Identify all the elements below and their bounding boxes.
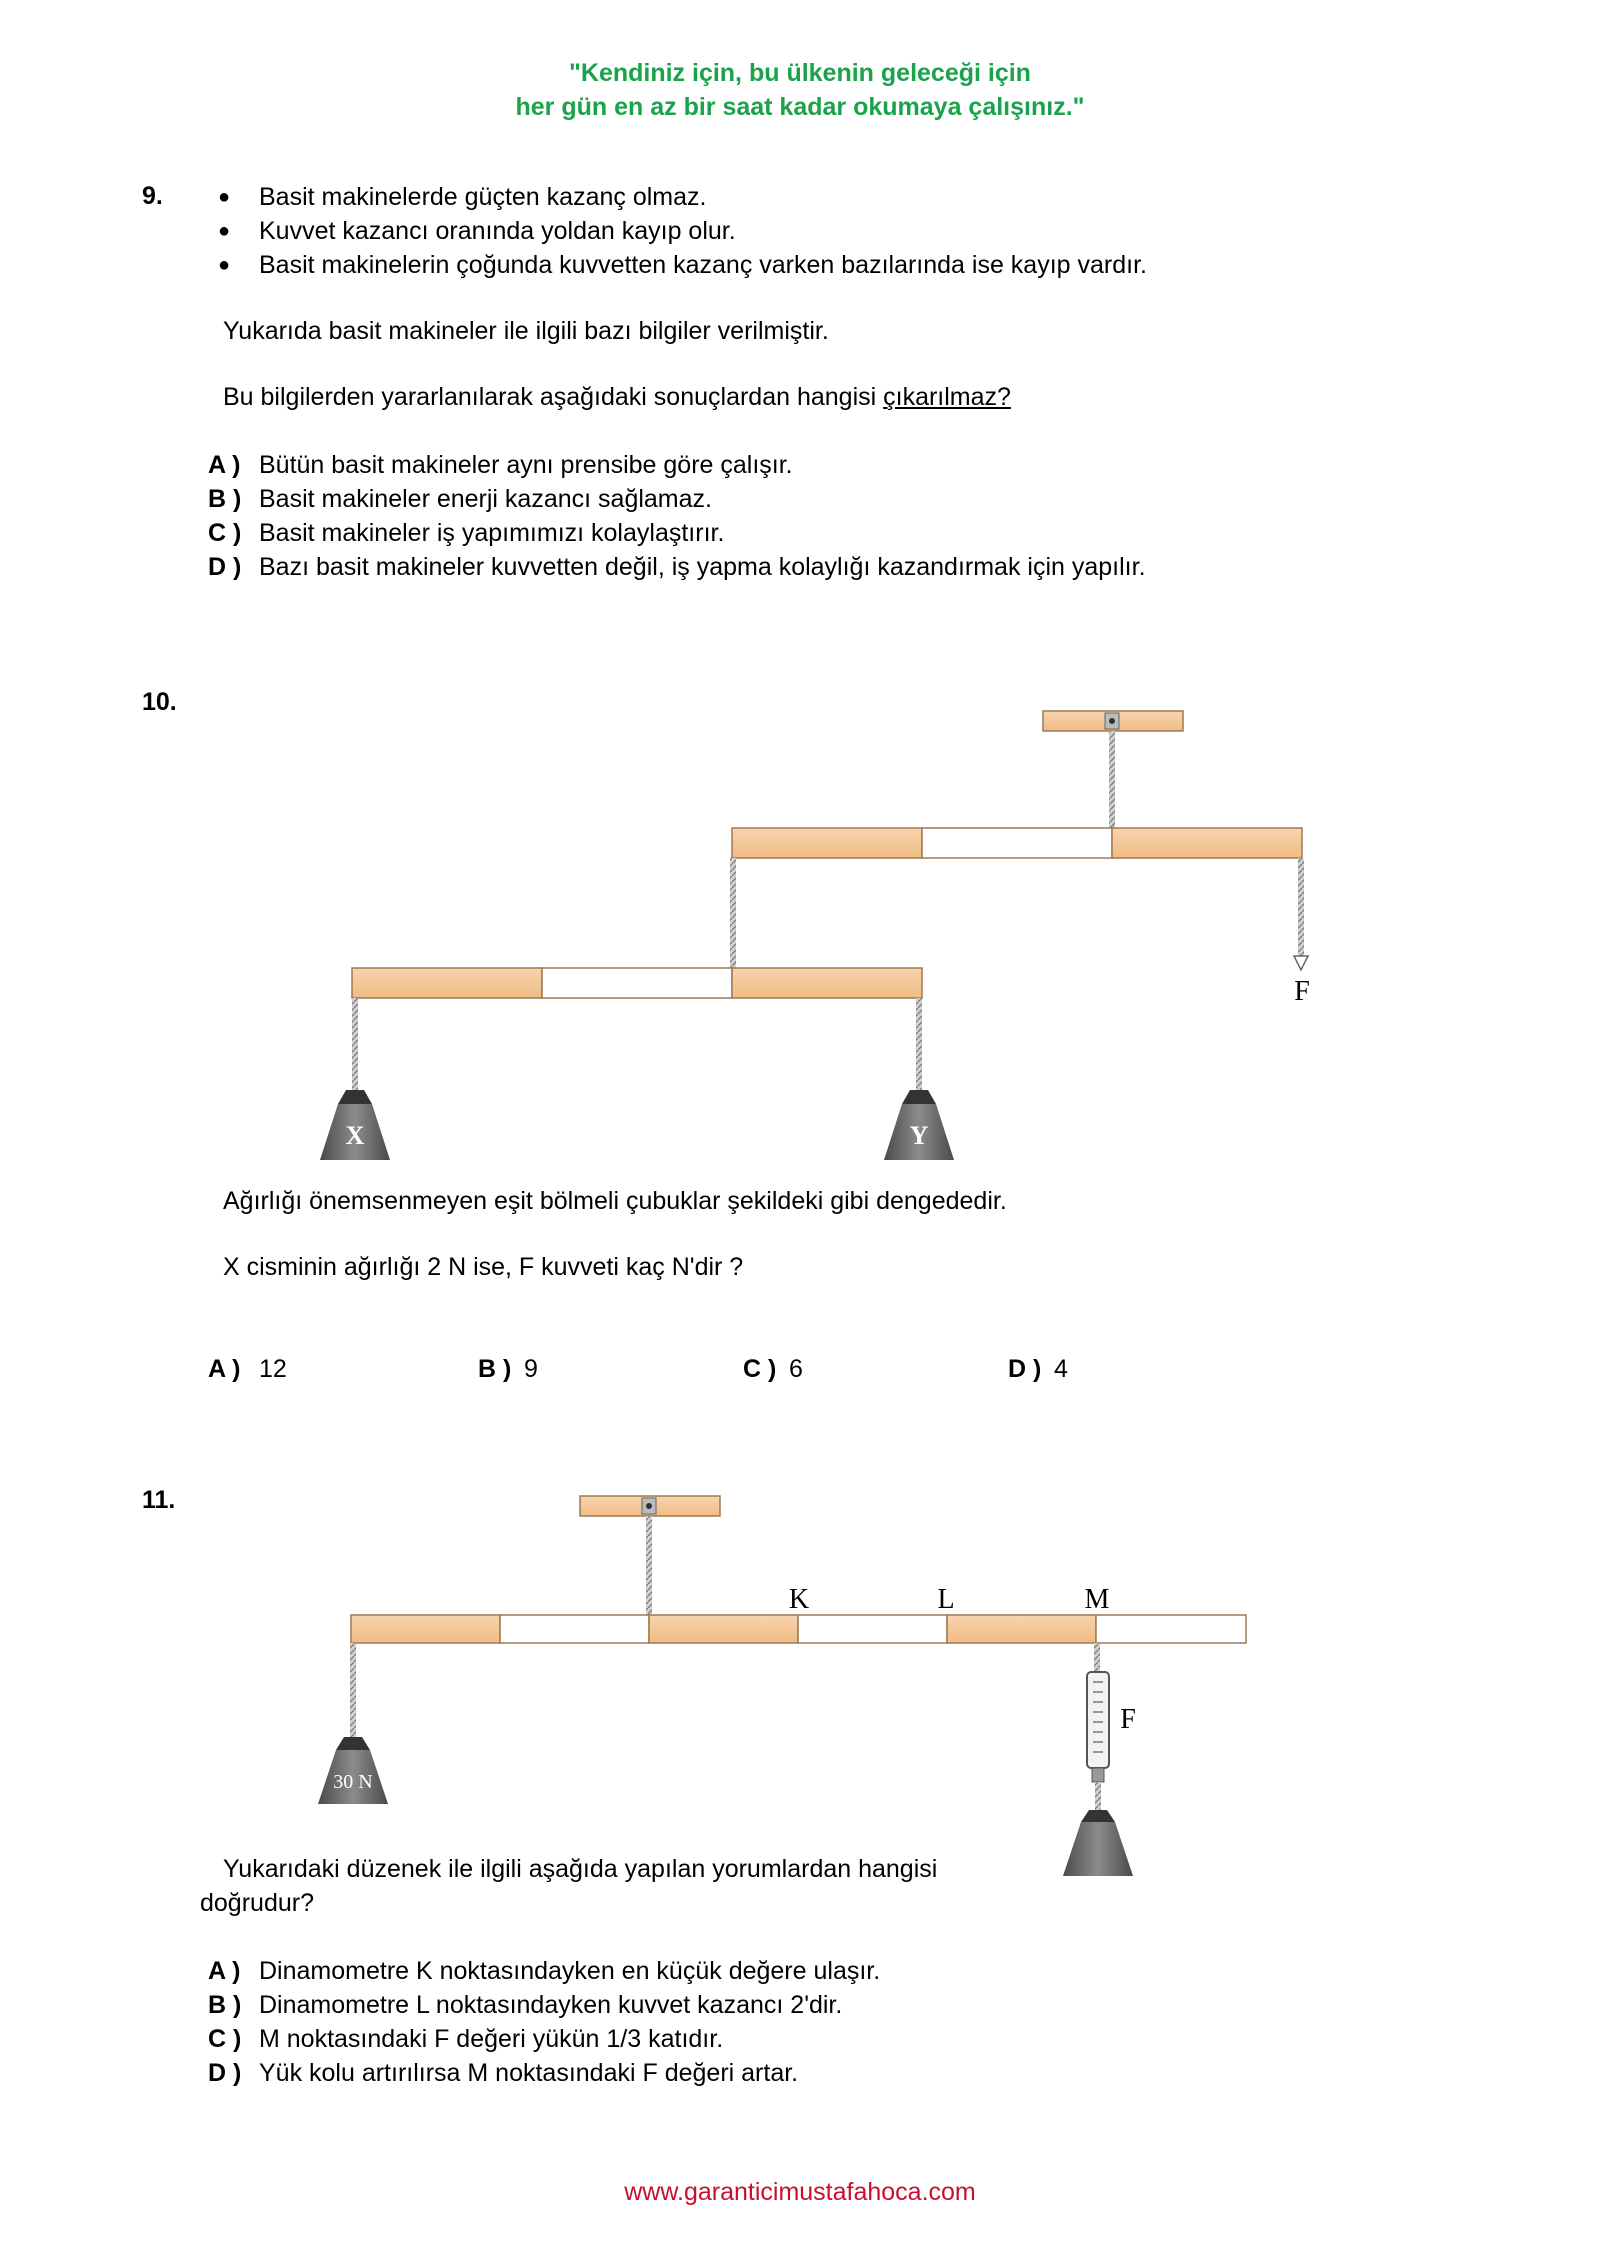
rope [1094,1643,1100,1673]
q11-option-a-text[interactable]: Dinamometre K noktasındayken en küçük değere ulaşır. [259,1957,881,1985]
q9-question-emphasis: çıkarılmaz? [883,383,1011,411]
point-m-label: M [1084,1584,1110,1615]
q11-option-b-letter: B ) [208,1991,242,2019]
q10-option-b-letter: B ) [478,1355,512,1383]
q9-bullet-1: Basit makinelerde güçten kazanç olmaz. [259,183,707,211]
q11-question-line-1: Yukarıdaki düzenek ile ilgili aşağıda yapılan yorumlardan hangisi [223,1855,938,1883]
q11-option-c-letter: C ) [208,2025,242,2053]
q10-option-b-text[interactable]: 9 [524,1355,538,1383]
q9-bullet-2: Kuvvet kazancı oranında yoldan kayıp olur. [259,217,736,245]
q10-option-c-text[interactable]: 6 [789,1355,803,1383]
rope [1095,1782,1101,1812]
q9-intro: Yukarıda basit makineler ile ilgili bazı bilgiler verilmiştir. [223,317,829,345]
point-k-label: K [788,1584,810,1615]
ceiling-hanger [580,1496,720,1516]
question-9-number: 9. [142,182,163,210]
weight-y-label: Y [909,1121,929,1150]
q10-figure [320,711,1310,1160]
rope [730,858,736,968]
q11-figure [318,1496,1246,1876]
q9-option-a-letter: A ) [208,451,241,479]
q9-option-d-text[interactable]: Bazı basit makineler kuvvetten değil, iş yapma kolaylığı kazandırmak için yapılır. [259,553,1146,581]
rope [1109,731,1115,829]
footer-website-link[interactable]: www.garanticimustafahoca.com [624,2178,976,2206]
bullet-icon: ● [218,254,231,276]
q10-option-d-letter: D ) [1008,1355,1042,1383]
q10-option-c-letter: C ) [743,1355,777,1383]
q9-option-c-letter: C ) [208,519,242,547]
q9-option-c-text[interactable]: Basit makineler iş yapımımızı kolaylaştırır. [259,519,725,547]
q9-option-a-text[interactable]: Bütün basit makineler aynı prensibe göre çalışır. [259,451,793,479]
rope [350,1643,356,1739]
q10-option-d-text[interactable]: 4 [1054,1355,1068,1383]
q10-option-a-text[interactable]: 12 [259,1355,287,1383]
force-arrow [1294,858,1308,970]
q9-option-b-letter: B ) [208,485,242,513]
q11-option-d-text[interactable]: Yük kolu artırılırsa M noktasındaki F değeri artar. [259,2059,799,2087]
q9-option-b-text[interactable]: Basit makineler enerji kazancı sağlamaz. [259,485,712,513]
rope [646,1516,652,1616]
rope [916,998,922,1092]
q10-intro: Ağırlığı önemsenmeyen eşit bölmeli çubuklar şekildeki gibi dengededir. [223,1187,1007,1215]
weight-x-label: X [345,1121,365,1150]
motto-line-2: her gün en az bir saat kadar okumaya çalışınız." [515,93,1085,121]
hanging-weight [1063,1810,1133,1876]
q11-lever [351,1615,1246,1643]
load-weight-label: 30 N [333,1771,373,1793]
q9-bullet-3: Basit makinelerin çoğunda kuvvetten kazanç varken bazılarında ise kayıp vardır. [259,251,1147,279]
rope [352,998,358,1092]
upper-lever [732,828,1302,858]
point-l-label: L [937,1584,955,1615]
q10-option-a-letter: A ) [208,1355,241,1383]
q10-force-label: F [1294,976,1310,1007]
ceiling-hanger [1043,711,1183,731]
motto-line-1: "Kendiniz için, bu ülkenin geleceği için [569,59,1031,87]
q11-option-a-letter: A ) [208,1957,241,1985]
q11-question-line-2: doğrudur? [200,1889,314,1917]
question-11-number: 11. [142,1486,176,1514]
bullet-icon: ● [218,220,231,242]
q9-option-d-letter: D ) [208,553,242,581]
q11-option-d-letter: D ) [208,2059,242,2087]
q10-question: X cisminin ağırlığı 2 N ise, F kuvveti kaç N'dir ? [223,1253,744,1281]
q11-option-b-text[interactable]: Dinamometre L noktasındayken kuvvet kazancı 2'dir. [259,1991,843,2019]
dynamometer [1087,1672,1109,1782]
lower-lever [352,968,922,998]
q11-option-c-text[interactable]: M noktasındaki F değeri yükün 1/3 katıdır. [259,2025,724,2053]
question-10-number: 10. [142,688,177,716]
q9-question-prefix: Bu bilgilerden yararlanılarak aşağıdaki sonuçlardan hangisi [223,383,884,411]
q11-force-label: F [1120,1704,1136,1735]
bullet-icon: ● [218,186,231,208]
